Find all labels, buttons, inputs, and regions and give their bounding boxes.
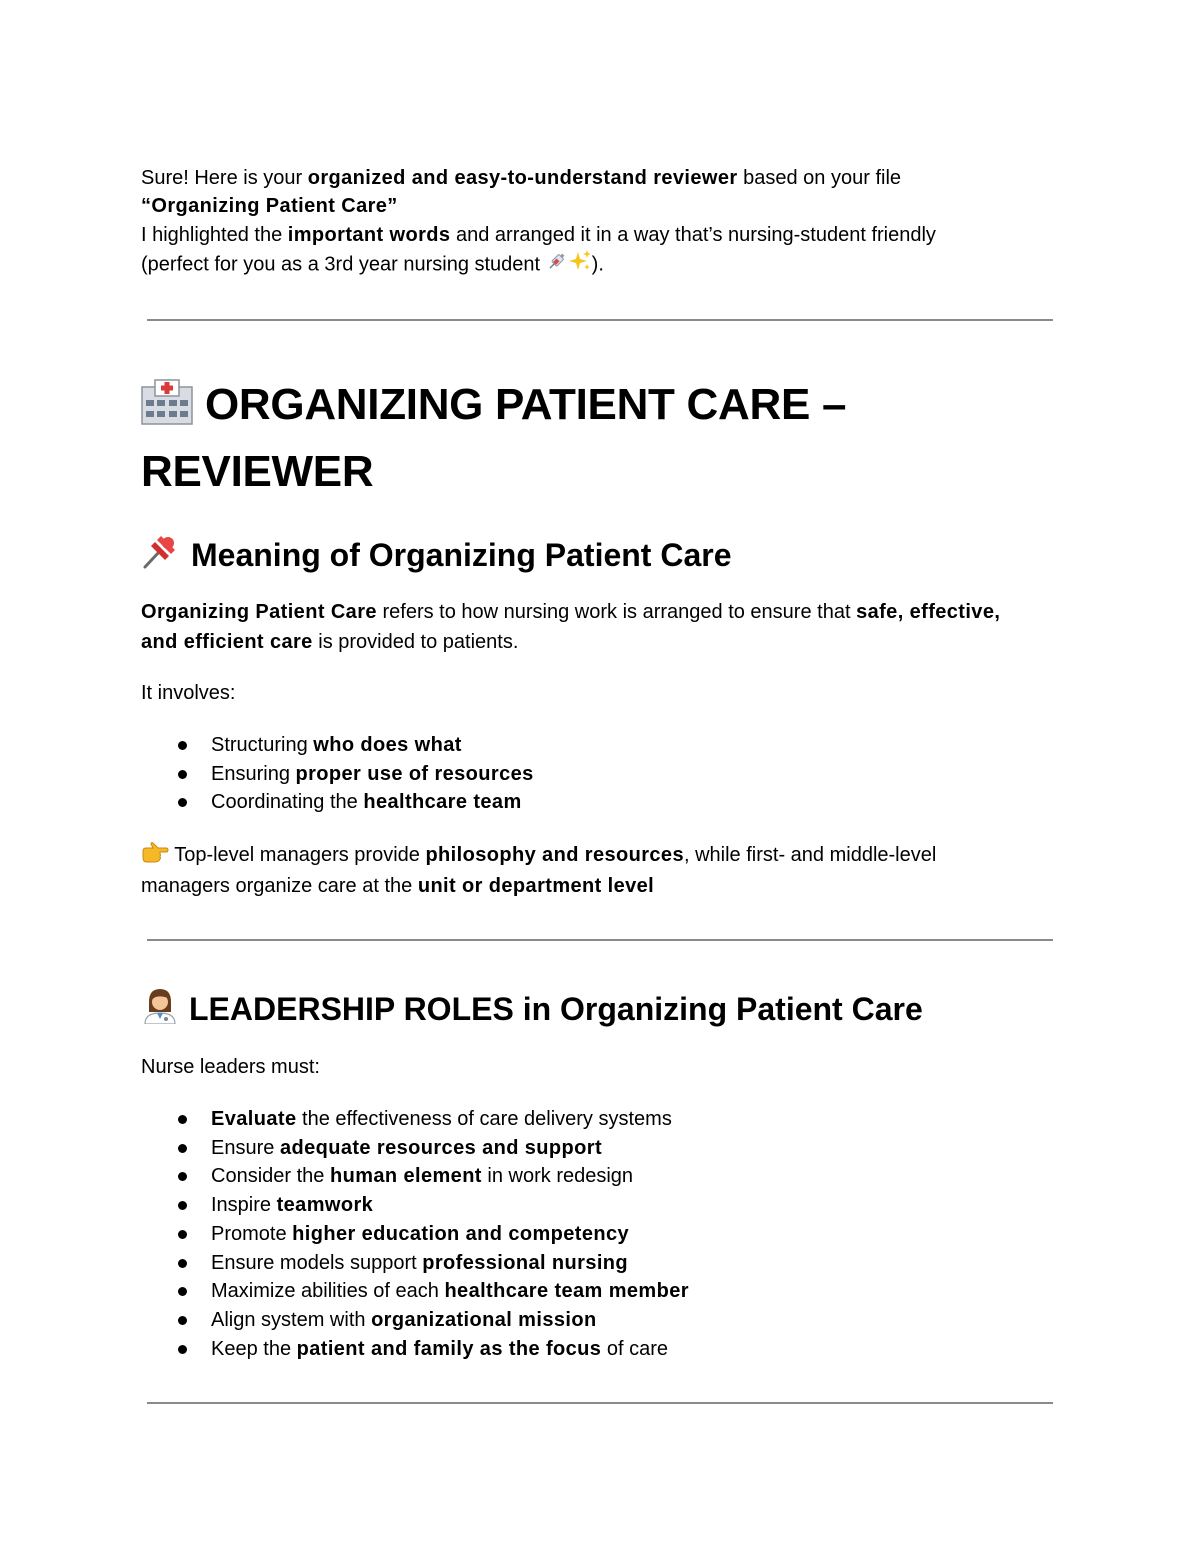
health-worker-icon [141, 986, 179, 1033]
intro-line-4: (perfect for you as a 3rd year nursing student ). [141, 249, 936, 281]
page-title-line-1: ORGANIZING PATIENT CARE – [141, 374, 846, 441]
hospital-icon [141, 379, 193, 441]
list-item: Consider the human element in work redesign [141, 1162, 689, 1191]
leadership-section [141, 986, 923, 1033]
list-item: Structuring who does what [141, 731, 534, 760]
list-item: Coordinating the healthcare team [141, 788, 534, 817]
intro-paragraph [141, 164, 936, 281]
list-item: Promote higher education and competency [141, 1220, 689, 1249]
involves-label: It involves: [141, 682, 236, 704]
list-item: Ensure adequate resources and support [141, 1134, 689, 1163]
intro-line-1: Sure! Here is your organized and easy-to-understand reviewer based on your file [141, 167, 902, 189]
list-item: Evaluate the effectiveness of care delivery systems [141, 1105, 689, 1134]
list-item: Maximize abilities of each healthcare team member [141, 1277, 689, 1306]
intro-line-2 [141, 192, 936, 220]
intro-file-name: “Organizing Patient Care” [141, 195, 398, 217]
syringe-icon [546, 250, 568, 280]
divider-1 [147, 319, 1053, 321]
list-item: Inspire teamwork [141, 1191, 689, 1220]
page-title-line-2: REVIEWER [141, 447, 374, 496]
sparkles-icon [568, 249, 592, 281]
list-item: Ensure models support professional nursing [141, 1249, 689, 1278]
pointing-hand-icon [141, 842, 169, 872]
leadership-heading: LEADERSHIP ROLES in Organizing Patient Care [141, 986, 923, 1033]
list-item: Ensuring proper use of resources [141, 760, 534, 789]
main-title [141, 374, 846, 502]
intro-bold-reviewer: organized and easy-to-understand reviewer [307, 167, 738, 189]
meaning-heading: Meaning of Organizing Patient Care [141, 532, 732, 579]
intro-bold-important: important words [287, 224, 451, 246]
manager-note: Top-level managers provide philosophy and resources, while first- and middle-level managers organize care at the unit or department level [141, 844, 937, 897]
intro-line-3: I highlighted the important words and arranged it in a way that’s nursing-student friendly [141, 224, 936, 246]
meaning-section [141, 532, 732, 579]
meaning-paragraph: Organizing Patient Care refers to how nursing work is arranged to ensure that safe, effective, and efficient care is provided to patients. [141, 601, 1001, 653]
leadership-list [141, 1105, 689, 1363]
list-item: Keep the patient and family as the focus of care [141, 1335, 689, 1364]
divider-2 [147, 939, 1053, 941]
list-item: Align system with organizational mission [141, 1306, 689, 1335]
involves-list [141, 731, 534, 817]
divider-3 [147, 1402, 1053, 1404]
leadership-intro: Nurse leaders must: [141, 1056, 320, 1078]
pushpin-icon [141, 532, 181, 579]
